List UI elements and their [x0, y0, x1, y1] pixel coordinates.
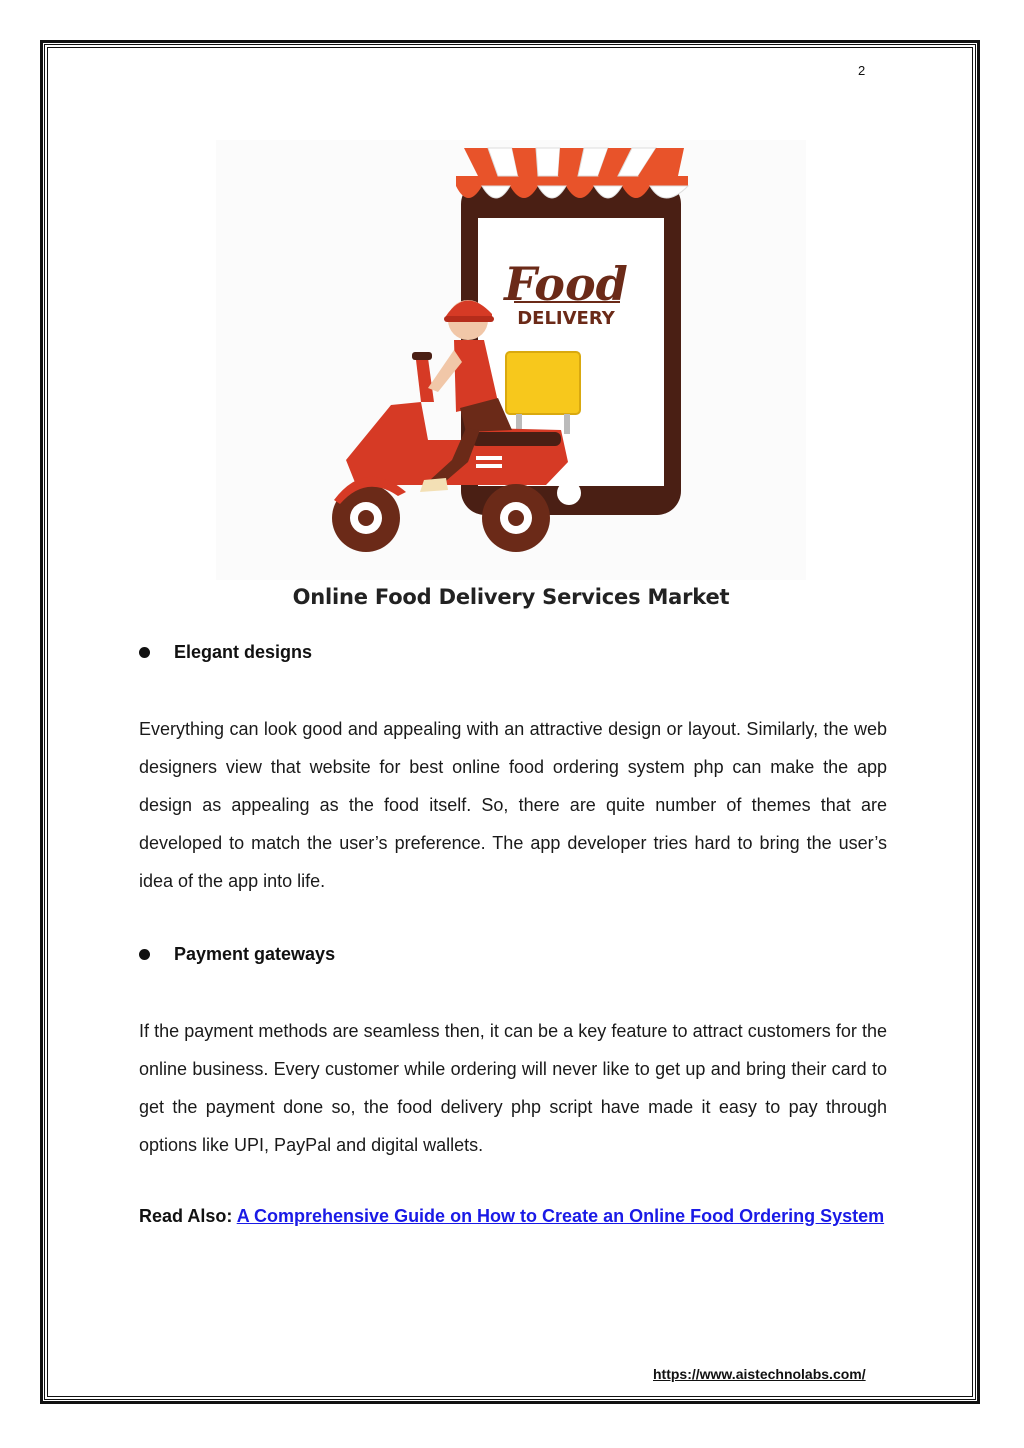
heading-text: Payment gateways	[174, 944, 336, 964]
page-number: 2	[858, 63, 866, 78]
section-heading-elegant-designs	[139, 642, 312, 663]
paragraph-payment-gateways: If the payment methods are seamless then, it can be a key feature to attract customers for the online business. Every customer while ordering will never like to get up and bring their card to get the payment done so, the food delivery php script have made it easy to pay through options like UPI, PayPal and digital wallets.	[139, 1021, 887, 1155]
bullet-icon	[139, 949, 150, 960]
phone-home-button	[557, 481, 581, 505]
paragraph-elegant-designs: Everything can look good and appealing with an attractive design or layout. Similarly, the web designers view that website for best online food ordering system php can make the app design as appealing as the food itself. So, there are quite number of themes that are developed to match the user’s preference. The app developer tries hard to bring the user’s idea of the app into life.	[139, 719, 887, 891]
read-also-link[interactable]: A Comprehensive Guide on How to Create an Online Food Ordering System	[236, 1206, 885, 1226]
read-also-label: Read Also:	[139, 1206, 237, 1226]
section-heading-payment-gateways	[139, 944, 335, 965]
food-delivery-illustration	[216, 140, 806, 630]
delivery-box	[506, 352, 580, 414]
logo-food-text: Food	[504, 257, 628, 311]
awning	[456, 148, 688, 198]
bullet-icon	[139, 647, 150, 658]
footer-website-link[interactable]: https://www.aistechnolabs.com/	[653, 1366, 866, 1382]
logo-delivery-text: DELIVERY	[517, 308, 615, 329]
heading-text: Elegant designs	[174, 642, 313, 662]
hero-caption: Online Food Delivery Services Market	[292, 585, 730, 609]
read-also	[139, 1206, 884, 1227]
